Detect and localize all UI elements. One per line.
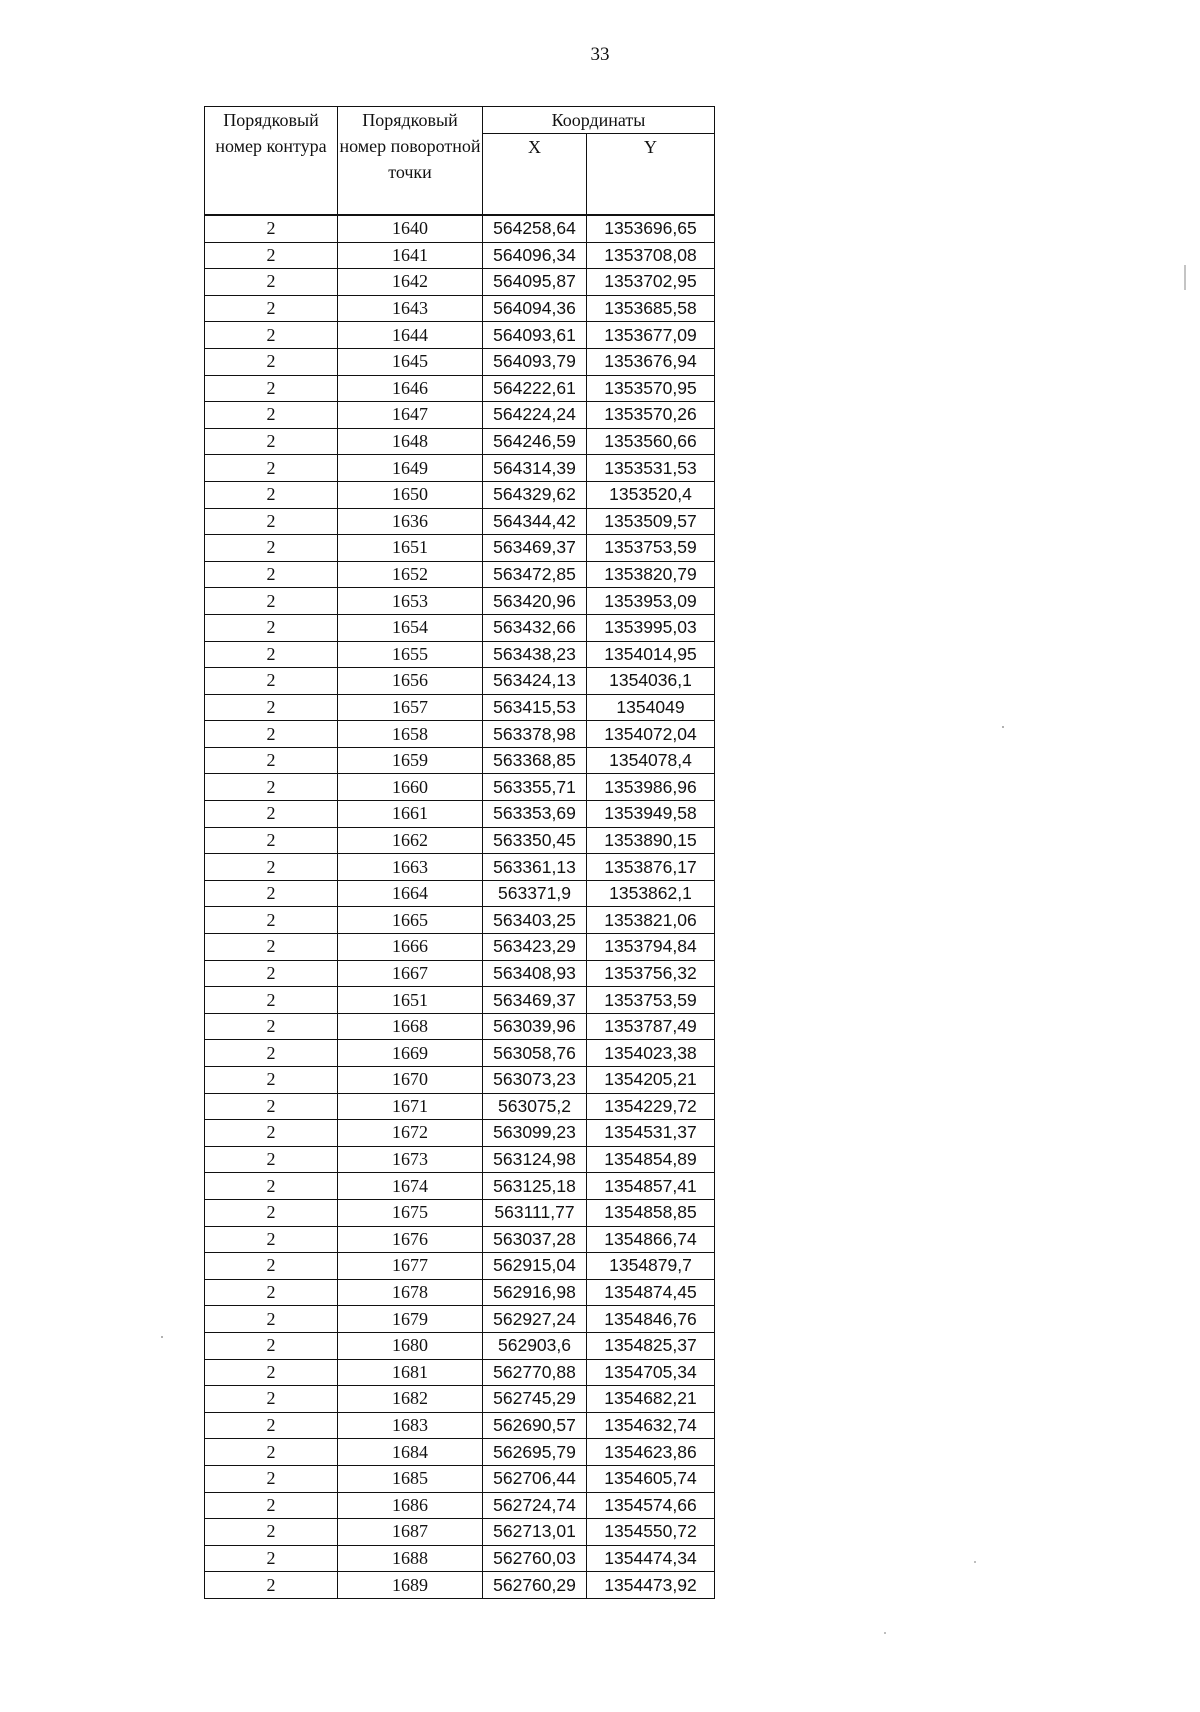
- table-row: [205, 561, 715, 588]
- point-number-cell: 1684: [338, 1439, 483, 1466]
- contour-number-cell: 2: [205, 428, 338, 455]
- x-coordinate-cell: 563368,85: [483, 747, 587, 774]
- table-row: [205, 1545, 715, 1572]
- y-coordinate-cell: 1354205,21: [587, 1067, 715, 1094]
- table-row: [205, 402, 715, 429]
- x-coordinate-cell: 563099,23: [483, 1120, 587, 1147]
- point-number-cell: 1663: [338, 854, 483, 881]
- x-coordinate-cell: 564329,62: [483, 481, 587, 508]
- y-coordinate-cell: 1353676,94: [587, 348, 715, 375]
- x-coordinate-cell: 563408,93: [483, 960, 587, 987]
- y-coordinate-cell: 1354474,34: [587, 1545, 715, 1572]
- y-coordinate-cell: 1353995,03: [587, 614, 715, 641]
- point-number-cell: 1685: [338, 1465, 483, 1492]
- point-number-cell: 1653: [338, 588, 483, 615]
- contour-number-cell: 2: [205, 1146, 338, 1173]
- x-coordinate-cell: 562695,79: [483, 1439, 587, 1466]
- y-coordinate-cell: 1353794,84: [587, 934, 715, 961]
- point-number-cell: 1677: [338, 1253, 483, 1280]
- x-coordinate-cell: 563469,37: [483, 535, 587, 562]
- point-number-cell: 1672: [338, 1120, 483, 1147]
- contour-number-cell: 2: [205, 774, 338, 801]
- x-coordinate-cell: 563111,77: [483, 1199, 587, 1226]
- x-coordinate-cell: 563432,66: [483, 614, 587, 641]
- contour-number-cell: 2: [205, 668, 338, 695]
- table-row: [205, 1279, 715, 1306]
- point-number-cell: 1658: [338, 721, 483, 748]
- table-row: [205, 375, 715, 402]
- table-row: [205, 1439, 715, 1466]
- table-row: [205, 1093, 715, 1120]
- contour-number-cell: 2: [205, 1412, 338, 1439]
- header-contour-number: Порядковый номер контура: [205, 107, 338, 216]
- contour-number-cell: 2: [205, 1359, 338, 1386]
- x-coordinate-cell: 562927,24: [483, 1306, 587, 1333]
- y-coordinate-cell: 1353820,79: [587, 561, 715, 588]
- header-y: Y: [587, 134, 715, 216]
- point-number-cell: 1664: [338, 880, 483, 907]
- contour-number-cell: 2: [205, 402, 338, 429]
- table-row: [205, 721, 715, 748]
- contour-number-cell: 2: [205, 747, 338, 774]
- contour-number-cell: 2: [205, 269, 338, 296]
- x-coordinate-cell: 563420,96: [483, 588, 587, 615]
- point-number-cell: 1659: [338, 747, 483, 774]
- x-coordinate-cell: 562745,29: [483, 1386, 587, 1413]
- table-row: [205, 801, 715, 828]
- contour-number-cell: 2: [205, 1120, 338, 1147]
- contour-number-cell: 2: [205, 588, 338, 615]
- contour-number-cell: 2: [205, 455, 338, 482]
- x-coordinate-cell: 562760,03: [483, 1545, 587, 1572]
- y-coordinate-cell: 1354854,89: [587, 1146, 715, 1173]
- x-coordinate-cell: 562724,74: [483, 1492, 587, 1519]
- point-number-cell: 1640: [338, 215, 483, 242]
- table-row: [205, 1465, 715, 1492]
- point-number-cell: 1665: [338, 907, 483, 934]
- point-number-cell: 1675: [338, 1199, 483, 1226]
- table-row: [205, 774, 715, 801]
- y-coordinate-cell: 1354531,37: [587, 1120, 715, 1147]
- y-coordinate-cell: 1354874,45: [587, 1279, 715, 1306]
- point-number-cell: 1682: [338, 1386, 483, 1413]
- table-row: [205, 960, 715, 987]
- y-coordinate-cell: 1353570,26: [587, 402, 715, 429]
- contour-number-cell: 2: [205, 987, 338, 1014]
- header-coordinates: Координаты: [483, 107, 715, 134]
- y-coordinate-cell: 1353753,59: [587, 987, 715, 1014]
- point-number-cell: 1666: [338, 934, 483, 961]
- point-number-cell: 1660: [338, 774, 483, 801]
- contour-number-cell: 2: [205, 1226, 338, 1253]
- point-number-cell: 1643: [338, 295, 483, 322]
- x-coordinate-cell: 562903,6: [483, 1332, 587, 1359]
- contour-number-cell: 2: [205, 348, 338, 375]
- y-coordinate-cell: 1354229,72: [587, 1093, 715, 1120]
- table-row: [205, 1332, 715, 1359]
- contour-number-cell: 2: [205, 1173, 338, 1200]
- contour-number-cell: 2: [205, 1545, 338, 1572]
- table-row: [205, 987, 715, 1014]
- y-coordinate-cell: 1354072,04: [587, 721, 715, 748]
- table-body: [205, 215, 715, 1598]
- contour-number-cell: 2: [205, 242, 338, 269]
- x-coordinate-cell: 563124,98: [483, 1146, 587, 1173]
- y-coordinate-cell: 1353685,58: [587, 295, 715, 322]
- x-coordinate-cell: 564224,24: [483, 402, 587, 429]
- y-coordinate-cell: 1353696,65: [587, 215, 715, 242]
- table-row: [205, 907, 715, 934]
- x-coordinate-cell: 562706,44: [483, 1465, 587, 1492]
- point-number-cell: 1689: [338, 1572, 483, 1599]
- contour-number-cell: 2: [205, 1199, 338, 1226]
- table-row: [205, 614, 715, 641]
- table-row: [205, 1146, 715, 1173]
- x-coordinate-cell: 563469,37: [483, 987, 587, 1014]
- x-coordinate-cell: 563378,98: [483, 721, 587, 748]
- y-coordinate-cell: 1353876,17: [587, 854, 715, 881]
- y-coordinate-cell: 1354857,41: [587, 1173, 715, 1200]
- x-coordinate-cell: 563371,9: [483, 880, 587, 907]
- contour-number-cell: 2: [205, 1492, 338, 1519]
- y-coordinate-cell: 1354623,86: [587, 1439, 715, 1466]
- contour-number-cell: 2: [205, 375, 338, 402]
- x-coordinate-cell: 563424,13: [483, 668, 587, 695]
- contour-number-cell: 2: [205, 854, 338, 881]
- y-coordinate-cell: 1353509,57: [587, 508, 715, 535]
- page-number: 33: [590, 44, 610, 65]
- x-coordinate-cell: 562760,29: [483, 1572, 587, 1599]
- contour-number-cell: 2: [205, 694, 338, 721]
- point-number-cell: 1644: [338, 322, 483, 349]
- y-coordinate-cell: 1353756,32: [587, 960, 715, 987]
- table-row: [205, 1386, 715, 1413]
- y-coordinate-cell: 1354866,74: [587, 1226, 715, 1253]
- table-row: [205, 1226, 715, 1253]
- table-row: [205, 269, 715, 296]
- contour-number-cell: 2: [205, 614, 338, 641]
- x-coordinate-cell: 564258,64: [483, 215, 587, 242]
- contour-number-cell: 2: [205, 827, 338, 854]
- point-number-cell: 1678: [338, 1279, 483, 1306]
- contour-number-cell: 2: [205, 1013, 338, 1040]
- contour-number-cell: 2: [205, 801, 338, 828]
- y-coordinate-cell: 1353570,95: [587, 375, 715, 402]
- table-row: [205, 1199, 715, 1226]
- point-number-cell: 1676: [338, 1226, 483, 1253]
- contour-number-cell: 2: [205, 1465, 338, 1492]
- table-row: [205, 428, 715, 455]
- point-number-cell: 1657: [338, 694, 483, 721]
- contour-number-cell: 2: [205, 1386, 338, 1413]
- table-row: [205, 242, 715, 269]
- table-row: [205, 827, 715, 854]
- contour-number-cell: 2: [205, 295, 338, 322]
- point-number-cell: 1662: [338, 827, 483, 854]
- x-coordinate-cell: 563415,53: [483, 694, 587, 721]
- point-number-cell: 1652: [338, 561, 483, 588]
- point-number-cell: 1679: [338, 1306, 483, 1333]
- point-number-cell: 1646: [338, 375, 483, 402]
- y-coordinate-cell: 1354023,38: [587, 1040, 715, 1067]
- table-row: [205, 481, 715, 508]
- point-number-cell: 1687: [338, 1519, 483, 1546]
- table-row: [205, 1572, 715, 1599]
- contour-number-cell: 2: [205, 721, 338, 748]
- table-row: [205, 348, 715, 375]
- y-coordinate-cell: 1354705,34: [587, 1359, 715, 1386]
- point-number-cell: 1668: [338, 1013, 483, 1040]
- table-row: [205, 668, 715, 695]
- point-number-cell: 1688: [338, 1545, 483, 1572]
- y-coordinate-cell: 1353708,08: [587, 242, 715, 269]
- table-row: [205, 508, 715, 535]
- y-coordinate-cell: 1354858,85: [587, 1199, 715, 1226]
- y-coordinate-cell: 1354825,37: [587, 1332, 715, 1359]
- y-coordinate-cell: 1353787,49: [587, 1013, 715, 1040]
- table-row: [205, 588, 715, 615]
- y-coordinate-cell: 1353677,09: [587, 322, 715, 349]
- x-coordinate-cell: 563039,96: [483, 1013, 587, 1040]
- contour-number-cell: 2: [205, 1253, 338, 1280]
- table-row: [205, 1040, 715, 1067]
- table-row: [205, 295, 715, 322]
- x-coordinate-cell: 562915,04: [483, 1253, 587, 1280]
- contour-number-cell: 2: [205, 1572, 338, 1599]
- x-coordinate-cell: 564314,39: [483, 455, 587, 482]
- point-number-cell: 1674: [338, 1173, 483, 1200]
- contour-number-cell: 2: [205, 934, 338, 961]
- x-coordinate-cell: 563125,18: [483, 1173, 587, 1200]
- x-coordinate-cell: 563472,85: [483, 561, 587, 588]
- x-coordinate-cell: 562916,98: [483, 1279, 587, 1306]
- contour-number-cell: 2: [205, 508, 338, 535]
- contour-number-cell: 2: [205, 1093, 338, 1120]
- x-coordinate-cell: 564222,61: [483, 375, 587, 402]
- y-coordinate-cell: 1354078,4: [587, 747, 715, 774]
- table-row: [205, 1359, 715, 1386]
- point-number-cell: 1670: [338, 1067, 483, 1094]
- contour-number-cell: 2: [205, 1279, 338, 1306]
- table-row: [205, 1492, 715, 1519]
- point-number-cell: 1669: [338, 1040, 483, 1067]
- coordinates-table: [204, 106, 715, 1599]
- x-coordinate-cell: 562690,57: [483, 1412, 587, 1439]
- y-coordinate-cell: 1353986,96: [587, 774, 715, 801]
- point-number-cell: 1667: [338, 960, 483, 987]
- x-coordinate-cell: 562770,88: [483, 1359, 587, 1386]
- contour-number-cell: 2: [205, 322, 338, 349]
- contour-number-cell: 2: [205, 215, 338, 242]
- x-coordinate-cell: 563438,23: [483, 641, 587, 668]
- x-coordinate-cell: 563075,2: [483, 1093, 587, 1120]
- y-coordinate-cell: 1354550,72: [587, 1519, 715, 1546]
- y-coordinate-cell: 1353560,66: [587, 428, 715, 455]
- contour-number-cell: 2: [205, 960, 338, 987]
- point-number-cell: 1671: [338, 1093, 483, 1120]
- y-coordinate-cell: 1354632,74: [587, 1412, 715, 1439]
- header-x: X: [483, 134, 587, 216]
- table-row: [205, 1120, 715, 1147]
- point-number-cell: 1641: [338, 242, 483, 269]
- y-coordinate-cell: 1353702,95: [587, 269, 715, 296]
- table-row: [205, 1173, 715, 1200]
- point-number-cell: 1686: [338, 1492, 483, 1519]
- y-coordinate-cell: 1354574,66: [587, 1492, 715, 1519]
- contour-number-cell: 2: [205, 1067, 338, 1094]
- point-number-cell: 1655: [338, 641, 483, 668]
- y-coordinate-cell: 1354879,7: [587, 1253, 715, 1280]
- contour-number-cell: 2: [205, 535, 338, 562]
- x-coordinate-cell: 563423,29: [483, 934, 587, 961]
- contour-number-cell: 2: [205, 1040, 338, 1067]
- point-number-cell: 1661: [338, 801, 483, 828]
- x-coordinate-cell: 563037,28: [483, 1226, 587, 1253]
- table-row: [205, 880, 715, 907]
- x-coordinate-cell: 563353,69: [483, 801, 587, 828]
- point-number-cell: 1647: [338, 402, 483, 429]
- y-coordinate-cell: 1354846,76: [587, 1306, 715, 1333]
- contour-number-cell: 2: [205, 481, 338, 508]
- y-coordinate-cell: 1354682,21: [587, 1386, 715, 1413]
- x-coordinate-cell: 564095,87: [483, 269, 587, 296]
- x-coordinate-cell: 562713,01: [483, 1519, 587, 1546]
- contour-number-cell: 2: [205, 641, 338, 668]
- x-coordinate-cell: 564093,61: [483, 322, 587, 349]
- point-number-cell: 1651: [338, 987, 483, 1014]
- table-row: [205, 854, 715, 881]
- y-coordinate-cell: 1354049: [587, 694, 715, 721]
- point-number-cell: 1649: [338, 455, 483, 482]
- point-number-cell: 1656: [338, 668, 483, 695]
- x-coordinate-cell: 563073,23: [483, 1067, 587, 1094]
- contour-number-cell: 2: [205, 1439, 338, 1466]
- x-coordinate-cell: 563361,13: [483, 854, 587, 881]
- table-row: [205, 1253, 715, 1280]
- point-number-cell: 1681: [338, 1359, 483, 1386]
- table-row: [205, 641, 715, 668]
- y-coordinate-cell: 1354036,1: [587, 668, 715, 695]
- header-point-number: Порядковый номер поворотной точки: [338, 107, 483, 216]
- table-row: [205, 1067, 715, 1094]
- y-coordinate-cell: 1353862,1: [587, 880, 715, 907]
- point-number-cell: 1654: [338, 614, 483, 641]
- x-coordinate-cell: 564096,34: [483, 242, 587, 269]
- point-number-cell: 1680: [338, 1332, 483, 1359]
- point-number-cell: 1636: [338, 508, 483, 535]
- table-row: [205, 1412, 715, 1439]
- y-coordinate-cell: 1353821,06: [587, 907, 715, 934]
- x-coordinate-cell: 564093,79: [483, 348, 587, 375]
- y-coordinate-cell: 1354014,95: [587, 641, 715, 668]
- x-coordinate-cell: 564344,42: [483, 508, 587, 535]
- table-row: [205, 1306, 715, 1333]
- contour-number-cell: 2: [205, 1519, 338, 1546]
- y-coordinate-cell: 1353753,59: [587, 535, 715, 562]
- table-row: [205, 455, 715, 482]
- y-coordinate-cell: 1353531,53: [587, 455, 715, 482]
- table-row: [205, 215, 715, 242]
- point-number-cell: 1648: [338, 428, 483, 455]
- x-coordinate-cell: 563058,76: [483, 1040, 587, 1067]
- x-coordinate-cell: 563355,71: [483, 774, 587, 801]
- point-number-cell: 1645: [338, 348, 483, 375]
- point-number-cell: 1642: [338, 269, 483, 296]
- table-row: [205, 747, 715, 774]
- contour-number-cell: 2: [205, 1332, 338, 1359]
- x-coordinate-cell: 563403,25: [483, 907, 587, 934]
- y-coordinate-cell: 1354605,74: [587, 1465, 715, 1492]
- contour-number-cell: 2: [205, 1306, 338, 1333]
- point-number-cell: 1651: [338, 535, 483, 562]
- x-coordinate-cell: 564246,59: [483, 428, 587, 455]
- table-row: [205, 934, 715, 961]
- y-coordinate-cell: 1353953,09: [587, 588, 715, 615]
- table-row: [205, 1519, 715, 1546]
- contour-number-cell: 2: [205, 561, 338, 588]
- y-coordinate-cell: 1353890,15: [587, 827, 715, 854]
- point-number-cell: 1650: [338, 481, 483, 508]
- contour-number-cell: 2: [205, 907, 338, 934]
- table-row: [205, 322, 715, 349]
- point-number-cell: 1673: [338, 1146, 483, 1173]
- y-coordinate-cell: 1353520,4: [587, 481, 715, 508]
- contour-number-cell: 2: [205, 880, 338, 907]
- point-number-cell: 1683: [338, 1412, 483, 1439]
- table-row: [205, 535, 715, 562]
- table-row: [205, 1013, 715, 1040]
- y-coordinate-cell: 1353949,58: [587, 801, 715, 828]
- y-coordinate-cell: 1354473,92: [587, 1572, 715, 1599]
- table-row: [205, 694, 715, 721]
- x-coordinate-cell: 564094,36: [483, 295, 587, 322]
- x-coordinate-cell: 563350,45: [483, 827, 587, 854]
